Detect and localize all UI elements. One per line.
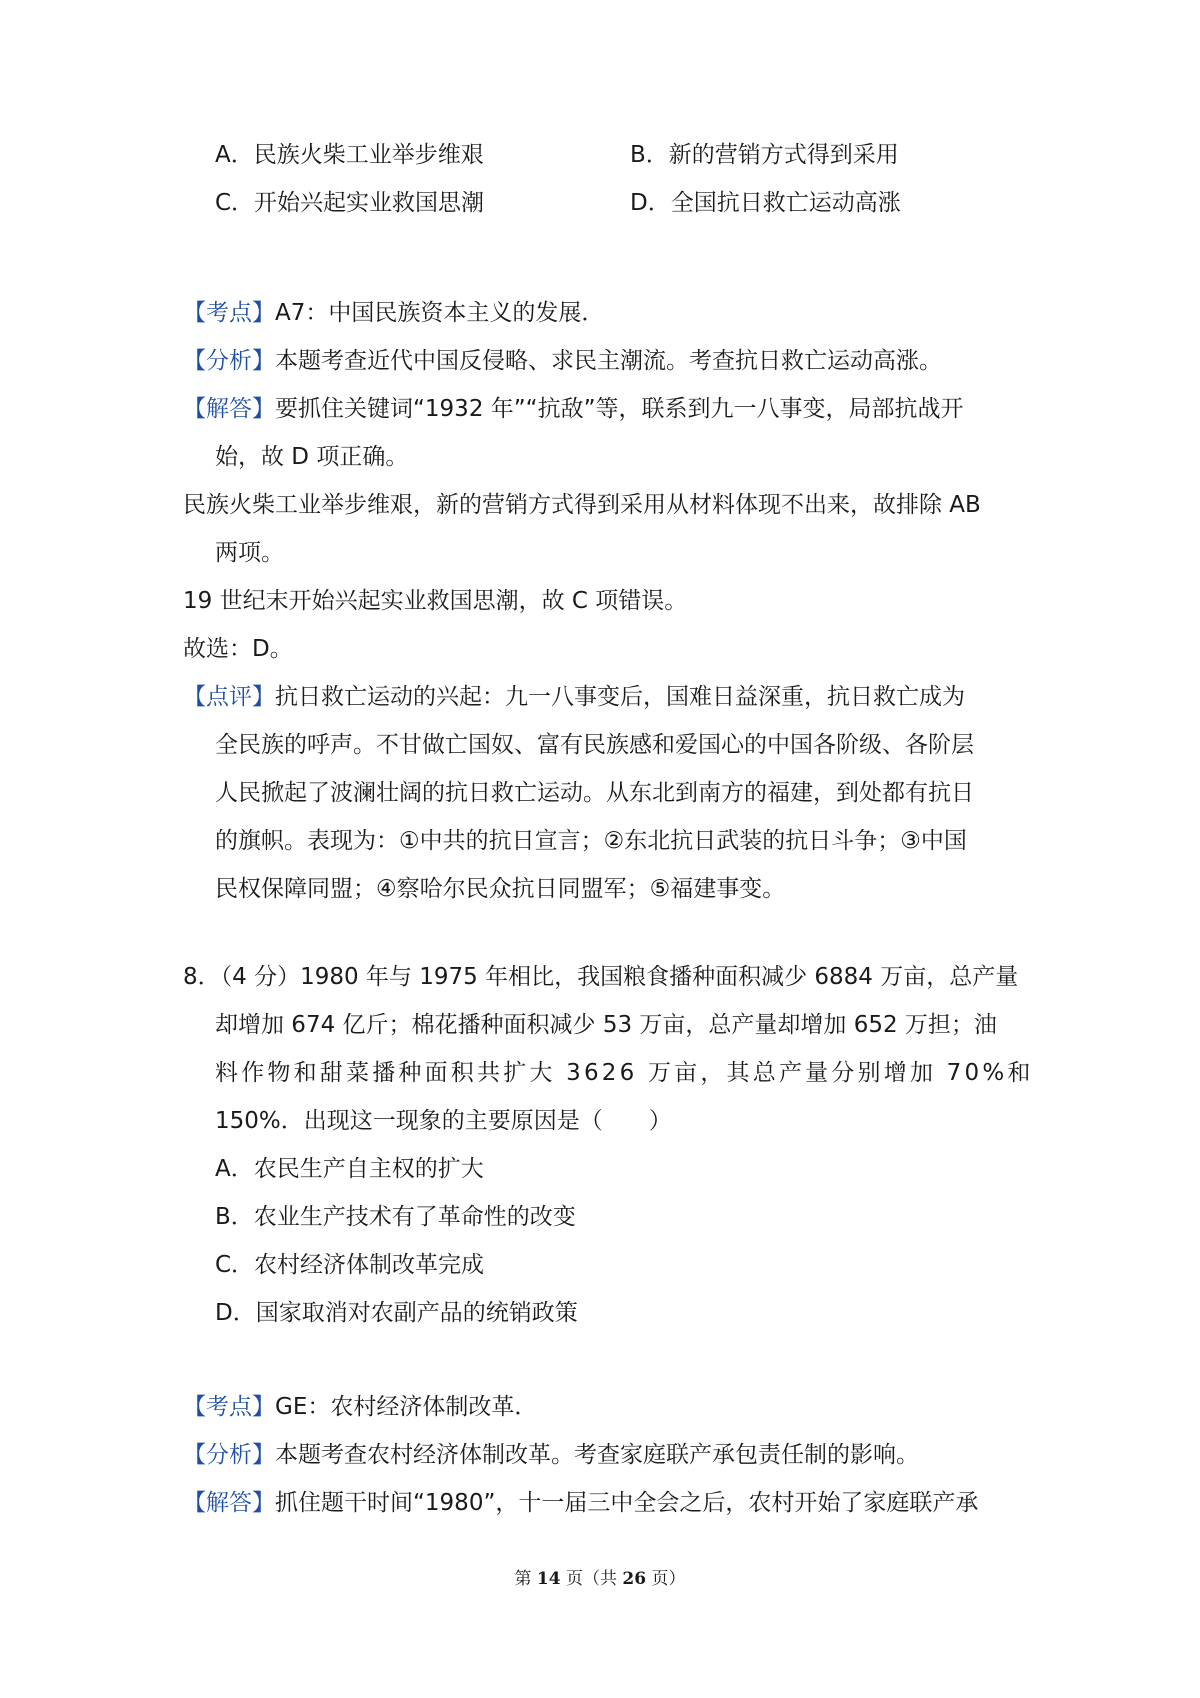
q8-stem-line-4: 150%．出现这一现象的主要原因是（ ） bbox=[215, 1108, 672, 1134]
q7-para2-line-2: 两项。 bbox=[215, 540, 284, 566]
jieda-tag: 【解答】 bbox=[183, 1490, 275, 1516]
dianping-tag: 【点评】 bbox=[183, 684, 275, 710]
q7-kaodian bbox=[183, 298, 604, 328]
kaodian-text: A7：中国民族资本主义的发展． bbox=[275, 300, 605, 326]
fenxi-text: 本题考查农村经济体制改革。考查家庭联产承包责任制的影响。 bbox=[275, 1442, 919, 1468]
kaodian-tag: 【考点】 bbox=[183, 300, 275, 326]
q7-dianping-line-2: 全民族的呼声。不甘做亡国奴、富有民族感和爱国心的中国各阶级、各阶层 bbox=[215, 732, 974, 758]
footer-suffix: 页） bbox=[646, 1569, 686, 1589]
q7-jieda bbox=[183, 394, 964, 424]
dianping-line-1: 抗日救亡运动的兴起：九一八事变后，国难日益深重，抗日救亡成为 bbox=[275, 684, 965, 710]
kaodian-tag: 【考点】 bbox=[183, 1394, 275, 1420]
q8-option-a: A．农民生产自主权的扩大 bbox=[215, 1156, 484, 1182]
footer-middle: 页（共 bbox=[560, 1569, 623, 1589]
jieda-line-1: 要抓住关键词“1932 年”“抗敌”等，联系到九一八事变，局部抗战开 bbox=[275, 396, 964, 422]
q7-fenxi bbox=[183, 346, 942, 376]
q7-option-d: D．全国抗日救亡运动高涨 bbox=[630, 190, 901, 216]
q7-dianping-line-4: 的旗帜。表现为：①中共的抗日宣言；②东北抗日武装的抗日斗争；③中国 bbox=[215, 828, 967, 854]
q7-dianping-line-5: 民权保障同盟；④察哈尔民众抗日同盟军；⑤福建事变。 bbox=[215, 876, 786, 902]
q7-option-a: A．民族火柴工业举步维艰 bbox=[215, 142, 484, 168]
q7-para3: 19 世纪末开始兴起实业救国思潮，故 C 项错误。 bbox=[183, 588, 688, 614]
q8-fenxi bbox=[183, 1440, 919, 1470]
jieda-line-1: 抓住题干时间“1980”，十一届三中全会之后，农村开始了家庭联产承 bbox=[275, 1490, 979, 1516]
q8-kaodian bbox=[183, 1392, 537, 1422]
q7-para2-line-1: 民族火柴工业举步维艰，新的营销方式得到采用从材料体现不出来，故排除 AB bbox=[183, 492, 981, 518]
q7-dianping bbox=[183, 682, 965, 712]
footer-prefix: 第 bbox=[514, 1569, 537, 1589]
kaodian-text: GE：农村经济体制改革． bbox=[275, 1394, 538, 1420]
page-footer bbox=[0, 1564, 1200, 1589]
footer-total-pages: 26 bbox=[622, 1569, 647, 1589]
q7-dianping-line-3: 人民掀起了波澜壮阔的抗日救亡运动。从东北到南方的福建，到处都有抗日 bbox=[215, 780, 974, 806]
q7-jieda-line-2: 始，故 D 项正确。 bbox=[215, 444, 409, 470]
q8-stem-line-2: 却增加 674 亿斤；棉花播种面积减少 53 万亩，总产量却增加 652 万担；油 bbox=[215, 1012, 997, 1038]
fenxi-tag: 【分析】 bbox=[183, 1442, 275, 1468]
q7-option-b: B．新的营销方式得到采用 bbox=[630, 142, 899, 168]
fenxi-text: 本题考查近代中国反侵略、求民主潮流。考查抗日救亡运动高涨。 bbox=[275, 348, 942, 374]
q8-option-c: C．农村经济体制改革完成 bbox=[215, 1252, 485, 1278]
footer-page-number: 14 bbox=[536, 1569, 561, 1589]
jieda-tag: 【解答】 bbox=[183, 396, 275, 422]
q8-stem-line-1: 8．（4 分）1980 年与 1975 年相比，我国粮食播种面积减少 6884 万亩，总产量 bbox=[183, 964, 1019, 990]
q8-stem-line-3: 料作物和甜菜播种面积共扩大 3626 万亩，其总产量分别增加 70%和 bbox=[215, 1060, 1034, 1086]
q8-option-d: D．国家取消对农副产品的统销政策 bbox=[215, 1300, 578, 1326]
q8-option-b: B．农业生产技术有了革命性的改变 bbox=[215, 1204, 576, 1230]
q7-option-c: C．开始兴起实业救国思潮 bbox=[215, 190, 485, 216]
fenxi-tag: 【分析】 bbox=[183, 348, 275, 374]
q7-para4: 故选：D。 bbox=[183, 636, 293, 662]
q8-jieda bbox=[183, 1488, 978, 1518]
